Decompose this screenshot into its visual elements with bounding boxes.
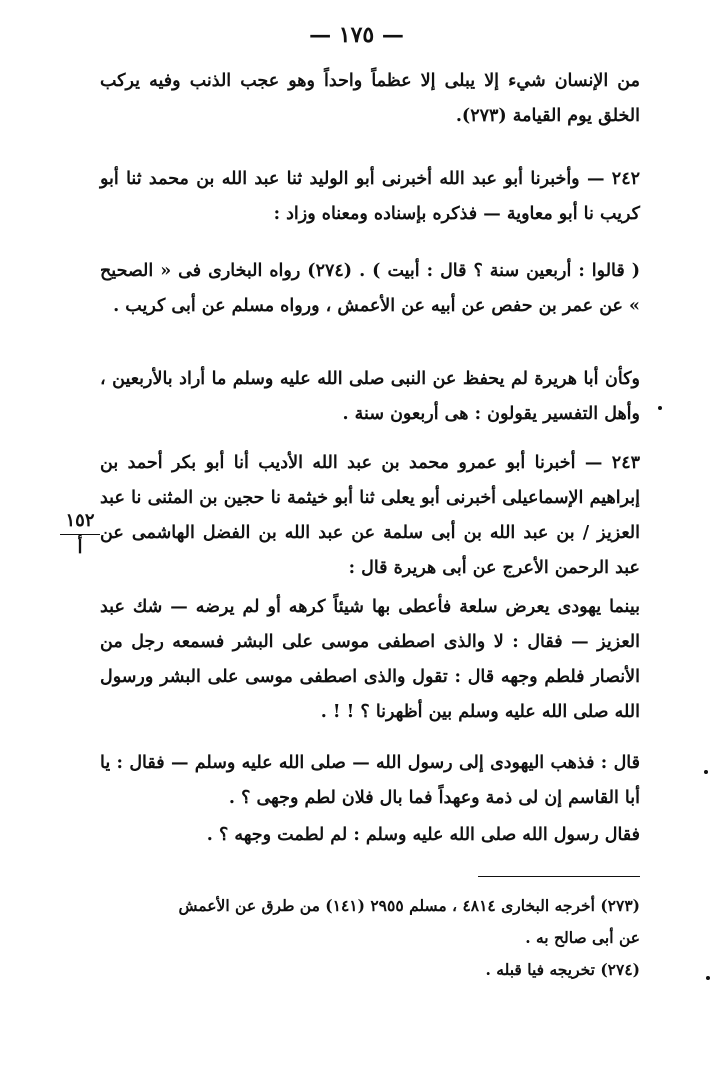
footnote-273-line2: عن أبى صالح به . bbox=[525, 928, 640, 947]
paragraph-question: فقال رسول الله صلى الله عليه وسلم : لم لطمت وجهه ؟ . bbox=[206, 825, 640, 845]
scan-speck bbox=[704, 770, 708, 774]
paragraph-narration: بينما يهودى يعرض سلعة فأعطى بها شيئاً كرهه أو لم يرضه — شك عبد العزيز — فقال : لا والذى اصطفى موسى على البشر فسمعه رجل من الأنصار فلطم وجهه قال : تقول والذى اصطفى موسى على البشر ورسول الله صلى الله عليه وسلم بين أظهرنا ؟ ! ! . bbox=[100, 597, 640, 722]
paragraph-continuation: من الإنسان شيء إلا يبلى إلا عظماً واحداً وهو عجب الذنب وفيه يركب الخلق يوم القيامة (٢٧٣). bbox=[100, 71, 640, 126]
folio-number: ١٥٢ bbox=[65, 510, 95, 531]
manuscript-folio-marker bbox=[58, 510, 102, 559]
footnote-273-line1: (٢٧٣) أخرجه البخارى ٤٨١٤ ، مسلم ٢٩٥٥ (١٤١) من طرق عن الأعمش bbox=[178, 896, 640, 915]
paragraph-hadith-242: ٢٤٢ — وأخبرنا أبو عبد الله أخبرنى أبو الوليد ثنا عبد الله بن محمد ثنا أبو كريب نا أبو معاوية — فذكره بإسناده ومعناه وزاد : bbox=[100, 169, 640, 224]
scan-speck bbox=[658, 406, 662, 410]
footnote-274: (٢٧٤) تخريجه فيا قبله . bbox=[485, 960, 640, 979]
paragraph-complaint: قال : فذهب اليهودى إلى رسول الله — صلى الله عليه وسلم — فقال : يا أبا القاسم إن لى ذمة وعهداً فما بال فلان لطم وجهى ؟ . bbox=[100, 753, 640, 808]
footnote-separator bbox=[478, 876, 640, 877]
folio-divider bbox=[60, 534, 100, 535]
paragraph-commentary: وكأن أبا هريرة لم يحفظ عن النبى صلى الله عليه وسلم ما أراد بالأربعين ، وأهل التفسير يقولون : هى أربعون سنة . bbox=[100, 369, 640, 424]
footnotes bbox=[100, 890, 640, 986]
paragraph-hadith-243: ٢٤٣ — أخبرنا أبو عمرو محمد بن عبد الله الأديب أنا أبو بكر أحمد بن إبراهيم الإسماعيلى أخبرنى أبو يعلى ثنا أبو خيثمة نا حجين بن المثنى نا عبد العزيز / بن عبد الله بن أبى سلمة عن عبد الله بن الفضل الهاشمى عن عبد الرحمن الأعرج عن أبى هريرة قال : bbox=[100, 453, 640, 578]
folio-side: أ bbox=[77, 537, 83, 558]
scan-speck bbox=[706, 976, 710, 980]
page-number: — ١٧٥ — bbox=[309, 22, 404, 48]
paragraph-addition-and-source: ( قالوا : أربعين سنة ؟ قال : أبيت ) . (٢٧٤) رواه البخارى فى « الصحيح » عن عمر بن حفص عن أبيه عن الأعمش ، ورواه مسلم عن أبى كريب . bbox=[100, 261, 640, 316]
